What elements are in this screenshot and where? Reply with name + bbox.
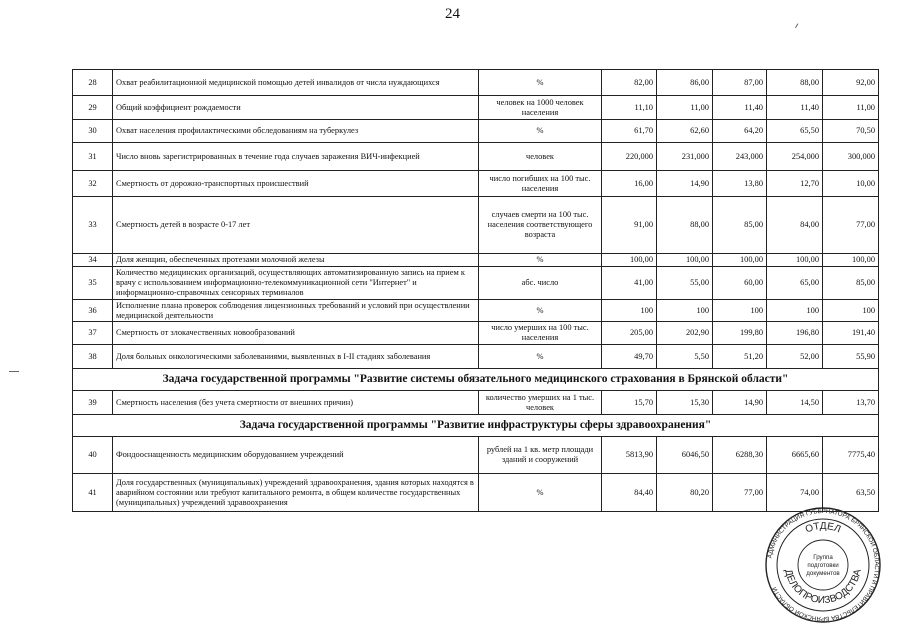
indicator-value: 10,00 xyxy=(823,171,879,197)
indicator-value: 11,10 xyxy=(602,96,657,120)
margin-mark xyxy=(795,23,801,29)
indicator-value: 6665,60 xyxy=(767,437,823,474)
unit-of-measure: случаев смерти на 100 тыс. населения соответствующего возраста xyxy=(479,197,602,254)
table-row xyxy=(73,437,879,474)
indicator-value: 14,50 xyxy=(767,391,823,415)
indicator-value: 243,000 xyxy=(713,143,767,171)
indicator-value: 191,40 xyxy=(823,322,879,345)
stamp-dept-bottom: ДЕЛОПРОИЗВОДСТВА xyxy=(782,568,864,607)
table-row xyxy=(73,197,879,254)
indicator-value: 52,00 xyxy=(767,345,823,369)
unit-of-measure: % xyxy=(479,345,602,369)
indicator-name: Фондооснащенность медицинским оборудованием учреждений xyxy=(113,437,479,474)
indicator-value: 100,00 xyxy=(823,254,879,267)
indicator-value: 61,70 xyxy=(602,120,657,143)
official-stamp xyxy=(763,505,883,625)
row-number: 32 xyxy=(73,171,113,197)
table-row xyxy=(73,391,879,415)
row-number: 33 xyxy=(73,197,113,254)
indicator-name: Общий коэффициент рождаемости xyxy=(113,96,479,120)
indicator-value: 85,00 xyxy=(713,197,767,254)
indicator-value: 13,70 xyxy=(823,391,879,415)
indicator-value: 100 xyxy=(602,299,657,322)
indicator-value: 300,000 xyxy=(823,143,879,171)
unit-of-measure: абс. число xyxy=(479,266,602,299)
table-row xyxy=(73,143,879,171)
indicator-value: 5,50 xyxy=(657,345,713,369)
row-number: 28 xyxy=(73,70,113,96)
unit-of-measure: % xyxy=(479,70,602,96)
unit-of-measure: число погибших на 100 тыс. населения xyxy=(479,171,602,197)
unit-of-measure: число умерших на 100 тыс. населения xyxy=(479,322,602,345)
indicator-value: 88,00 xyxy=(657,197,713,254)
unit-of-measure: % xyxy=(479,299,602,322)
indicator-value: 87,00 xyxy=(713,70,767,96)
indicator-value: 85,00 xyxy=(823,266,879,299)
indicator-value: 11,40 xyxy=(767,96,823,120)
indicator-value: 92,00 xyxy=(823,70,879,96)
indicator-value: 70,50 xyxy=(823,120,879,143)
indicator-value: 80,20 xyxy=(657,474,713,512)
indicator-value: 14,90 xyxy=(657,171,713,197)
indicator-value: 12,70 xyxy=(767,171,823,197)
indicator-value: 65,50 xyxy=(767,120,823,143)
section-row xyxy=(73,415,879,437)
indicator-value: 55,90 xyxy=(823,345,879,369)
stamp-center-line: Группа xyxy=(813,554,833,561)
unit-of-measure: % xyxy=(479,474,602,512)
indicator-value: 49,70 xyxy=(602,345,657,369)
indicator-name: Смертность от злокачественных новообразований xyxy=(113,322,479,345)
indicator-value: 91,00 xyxy=(602,197,657,254)
indicator-value: 15,70 xyxy=(602,391,657,415)
indicator-value: 100,00 xyxy=(713,254,767,267)
row-number: 36 xyxy=(73,299,113,322)
indicator-value: 5813,90 xyxy=(602,437,657,474)
indicator-value: 88,00 xyxy=(767,70,823,96)
indicator-value: 41,00 xyxy=(602,266,657,299)
indicator-name: Доля больных онкологическими заболеваниями, выявленных в I-II стадиях заболевания xyxy=(113,345,479,369)
indicator-value: 55,00 xyxy=(657,266,713,299)
row-number: 29 xyxy=(73,96,113,120)
indicator-value: 77,00 xyxy=(823,197,879,254)
table-row xyxy=(73,171,879,197)
indicator-value: 60,00 xyxy=(713,266,767,299)
unit-of-measure: человек на 1000 человек населения xyxy=(479,96,602,120)
row-number: 37 xyxy=(73,322,113,345)
indicator-value: 64,20 xyxy=(713,120,767,143)
indicator-value: 6288,30 xyxy=(713,437,767,474)
row-number: 35 xyxy=(73,266,113,299)
unit-of-measure: человек xyxy=(479,143,602,171)
section-row xyxy=(73,369,879,391)
row-number: 34 xyxy=(73,254,113,267)
table-row xyxy=(73,474,879,512)
indicator-value: 6046,50 xyxy=(657,437,713,474)
row-number: 30 xyxy=(73,120,113,143)
table-row xyxy=(73,70,879,96)
indicator-value: 11,00 xyxy=(657,96,713,120)
indicator-value: 51,20 xyxy=(713,345,767,369)
indicators-table xyxy=(72,69,879,512)
indicator-value: 77,00 xyxy=(713,474,767,512)
stamp-center-line: документов xyxy=(806,570,840,577)
indicator-name: Смертность от дорожно-транспортных происшествий xyxy=(113,171,479,197)
indicator-name: Число вновь зарегистрированных в течение года случаев заражения ВИЧ-инфекцией xyxy=(113,143,479,171)
indicator-name: Смертность детей в возрасте 0-17 лет xyxy=(113,197,479,254)
indicator-value: 65,00 xyxy=(767,266,823,299)
stamp-ring-text: АДМИНИСТРАЦИЯ ГУБЕРНАТОРА БРЯНСКОЙ ОБЛАСТИ И ПРАВИТЕЛЬСТВА БРЯНСКОЙ ОБЛАСТИ xyxy=(766,507,881,623)
section-heading: Задача государственной программы "Развитие инфраструктуры сферы здравоохранения" xyxy=(73,415,879,437)
row-number: 38 xyxy=(73,345,113,369)
indicator-value: 13,80 xyxy=(713,171,767,197)
margin-mark xyxy=(9,371,19,372)
unit-of-measure: количество умерших на 1 тыс. человек xyxy=(479,391,602,415)
indicator-value: 100 xyxy=(657,299,713,322)
indicator-value: 231,000 xyxy=(657,143,713,171)
stamp-center-line: подготовки xyxy=(807,562,839,569)
indicator-value: 14,90 xyxy=(713,391,767,415)
indicator-value: 100,00 xyxy=(602,254,657,267)
indicator-value: 16,00 xyxy=(602,171,657,197)
row-number: 41 xyxy=(73,474,113,512)
row-number: 40 xyxy=(73,437,113,474)
table-row xyxy=(73,266,879,299)
table-row xyxy=(73,322,879,345)
indicator-value: 86,00 xyxy=(657,70,713,96)
indicator-name: Охват населения профилактическими обследованиям на туберкулез xyxy=(113,120,479,143)
table-row xyxy=(73,254,879,267)
indicator-value: 74,00 xyxy=(767,474,823,512)
section-heading: Задача государственной программы "Развитие системы обязательного медицинского страхования в Брянской области" xyxy=(73,369,879,391)
table-row xyxy=(73,120,879,143)
indicator-value: 220,000 xyxy=(602,143,657,171)
indicator-value: 196,80 xyxy=(767,322,823,345)
indicator-value: 100,00 xyxy=(657,254,713,267)
table-row xyxy=(73,96,879,120)
indicator-name: Доля государственных (муниципальных) учреждений здравоохранения, здания которых находятся в аварийном состоянии или требуют капитального ремонта, в общем количестве государственных (муниципальных) учреждений здравоохранения xyxy=(113,474,479,512)
unit-of-measure: % xyxy=(479,120,602,143)
indicator-name: Количество медицинских организаций, осуществляющих автоматизированную запись на прием к врачу с использованием информационно-телекоммуникационной сети "Интернет" и информационно-справочных сенсорных терминалов xyxy=(113,266,479,299)
indicator-value: 84,00 xyxy=(767,197,823,254)
indicator-value: 7775,40 xyxy=(823,437,879,474)
page-number: 24 xyxy=(445,6,460,22)
indicator-name: Охват реабилитационной медицинской помощью детей инвалидов от числа нуждающихся xyxy=(113,70,479,96)
indicator-name: Исполнение плана проверок соблюдения лицензионных требований и условий при осуществлении медицинской деятельности xyxy=(113,299,479,322)
indicator-value: 62,60 xyxy=(657,120,713,143)
indicator-value: 15,30 xyxy=(657,391,713,415)
indicator-value: 100 xyxy=(767,299,823,322)
table-row xyxy=(73,345,879,369)
indicator-value: 202,90 xyxy=(657,322,713,345)
table-row xyxy=(73,299,879,322)
indicator-value: 205,00 xyxy=(602,322,657,345)
unit-of-measure: % xyxy=(479,254,602,267)
indicator-value: 11,40 xyxy=(713,96,767,120)
indicator-value: 63,50 xyxy=(823,474,879,512)
indicator-value: 100,00 xyxy=(767,254,823,267)
row-number: 31 xyxy=(73,143,113,171)
indicator-value: 82,00 xyxy=(602,70,657,96)
indicator-value: 100 xyxy=(713,299,767,322)
row-number: 39 xyxy=(73,391,113,415)
indicator-value: 100 xyxy=(823,299,879,322)
indicator-value: 199,80 xyxy=(713,322,767,345)
indicator-name: Смертность населения (без учета смертности от внешних причин) xyxy=(113,391,479,415)
indicator-value: 254,000 xyxy=(767,143,823,171)
indicator-value: 11,00 xyxy=(823,96,879,120)
unit-of-measure: рублей на 1 кв. метр площади зданий и сооружений xyxy=(479,437,602,474)
indicator-name: Доля женщин, обеспеченных протезами молочной железы xyxy=(113,254,479,267)
indicator-value: 84,40 xyxy=(602,474,657,512)
stamp-dept-top: ОТДЕЛ xyxy=(803,520,843,536)
